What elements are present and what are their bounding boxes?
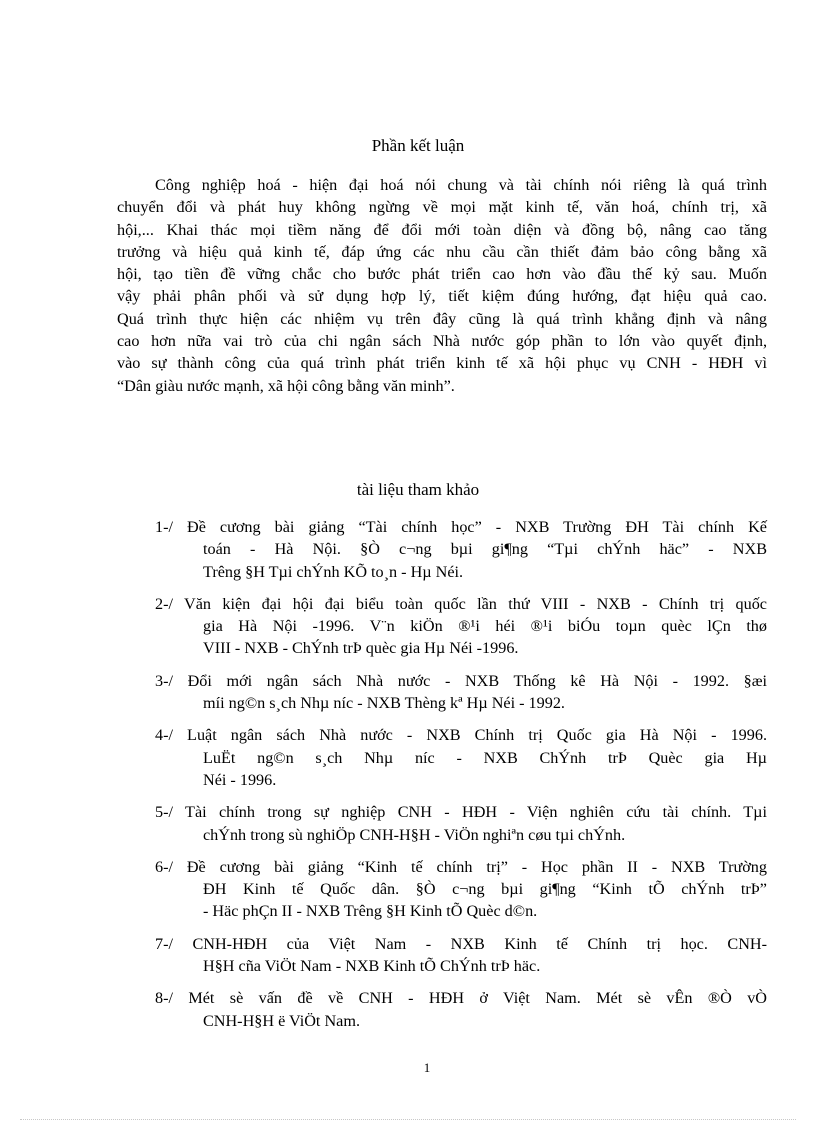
reference-item — [155, 801, 767, 846]
reference-item — [155, 670, 767, 715]
reference-line: CNH-H§H ë ViÖt Nam. — [203, 1011, 360, 1030]
conclusion-line: Công nghiệp hoá - hiện đại hoá nói chung và tài chính nói riêng là quá trình — [155, 176, 767, 194]
references-title: tài liệu tham khảo — [356, 480, 480, 499]
reference-item — [155, 933, 767, 978]
references-list — [155, 516, 767, 1042]
reference-line: VIII - NXB - ChÝnh trÞ quèc gia Hµ Néi -1996. — [203, 639, 519, 658]
conclusion-line: “Dân giàu nước mạnh, xã hội công bằng văn minh”. — [117, 376, 455, 395]
page-number: 1 — [423, 1060, 431, 1075]
reference-line: Néi - 1996. — [203, 770, 277, 789]
reference-line: ĐH Kinh tế Quốc dân. §Ò c¬ng bµi gi¶ng “Kinh tÕ chÝnh trÞ” — [203, 880, 767, 899]
reference-item — [155, 593, 767, 660]
reference-line: H§H cña ViÖt Nam - NXB Kinh tÕ ChÝnh trÞ häc. — [203, 957, 541, 976]
conclusion-line: Quá trình thực hiện các nhiệm vụ trên đây cũng là quá trình khẳng định và nâng — [117, 309, 767, 328]
conclusion-line: trưởng và hiệu quả kinh tế, đáp ứng các nhu cầu cần thiết đảm bảo công bằng xã — [117, 242, 767, 261]
reference-line: LuËt ng©n s¸ch Nhµ níc - NXB ChÝnh trÞ Quèc gia Hµ — [203, 748, 767, 767]
reference-line: 1-/ Đề cương bài giảng “Tài chính học” - NXB Trường ĐH Tài chính Kế — [155, 518, 767, 536]
conclusion-line: cao hơn nữa vai trò của chi ngân sách Nhà nước góp phần to lớn vào quyết định, — [117, 332, 767, 351]
reference-line: toán - Hà Nội. §Ò c¬ng bµi gi¶ng “Tµi chÝnh häc” - NXB — [203, 540, 767, 559]
reference-line: - Häc phÇn II - NXB Trêng §H Kinh tÕ Quèc d©n. — [203, 902, 538, 921]
reference-line: 5-/ Tài chính trong sự nghiệp CNH - HĐH - Viện nghiên cứu tài chính. Tµi — [155, 803, 767, 822]
reference-line: gia Hà Nội -1996. V¨n kiÖn ®¹i héi ®¹i biÓu toµn quèc lÇn thø — [203, 617, 767, 636]
reference-line: 4-/ Luật ngân sách Nhà nước - NXB Chính trị Quốc gia Hà Nội - 1996. — [155, 726, 767, 745]
reference-line: 6-/ Đề cương bài giảng “Kinh tế chính trị” - Học phần II - NXB Trường — [155, 857, 767, 876]
conclusion-line: hội, tạo tiền đề vững chắc cho bước phát triển cao hơn vào đầu thế kỷ sau. Muốn — [117, 265, 767, 284]
reference-item — [155, 987, 767, 1032]
reference-line: 7-/ CNH-HĐH của Việt Nam - NXB Kinh tế Chính trị học. CNH- — [155, 934, 767, 953]
reference-line: Trêng §H Tµi chÝnh KÕ to¸n - Hµ Néi. — [203, 562, 464, 581]
reference-item — [155, 724, 767, 791]
conclusion-paragraph — [117, 174, 767, 397]
page-bottom-divider — [20, 1119, 796, 1120]
conclusion-line: hội,... Khai thác mọi tiềm năng để đổi mới toàn diện và đồng bộ, nâng cao tăng — [117, 220, 767, 239]
conclusion-line: vào sự thành công của quá trình phát triển kinh tế xã hội phục vụ CNH - HĐH vì — [117, 354, 767, 373]
reference-line: chÝnh trong sù nghiÖp CNH-H§H - ViÖn nghiªn cøu tµi chÝnh. — [203, 825, 626, 844]
conclusion-line: chuyển đổi và phát huy không ngừng về mọi mặt kinh tế, văn hoá, chính trị, xã — [117, 198, 767, 217]
conclusion-title: Phần kết luận — [371, 136, 465, 155]
reference-item — [155, 856, 767, 923]
reference-line: 3-/ Đổi mới ngân sách Nhà nước - NXB Thống kê Hà Nội - 1992. §æi — [155, 671, 767, 690]
reference-line: 2-/ Văn kiện đại hội đại biểu toàn quốc lần thứ VIII - NXB - Chính trị quốc — [155, 594, 767, 613]
conclusion-line: vậy phải phân phối và sử dụng hợp lý, tiết kiệm đúng hướng, đạt hiệu quả cao. — [117, 287, 767, 306]
reference-line: 8-/ Mét sè vấn đề về CNH - HĐH ở Việt Nam. Mét sè vÊn ®Ò vÒ — [155, 989, 767, 1008]
reference-item — [155, 516, 767, 583]
reference-line: míi ng©n s¸ch Nhµ níc - NXB Thèng kª Hµ Néi - 1992. — [203, 694, 565, 713]
